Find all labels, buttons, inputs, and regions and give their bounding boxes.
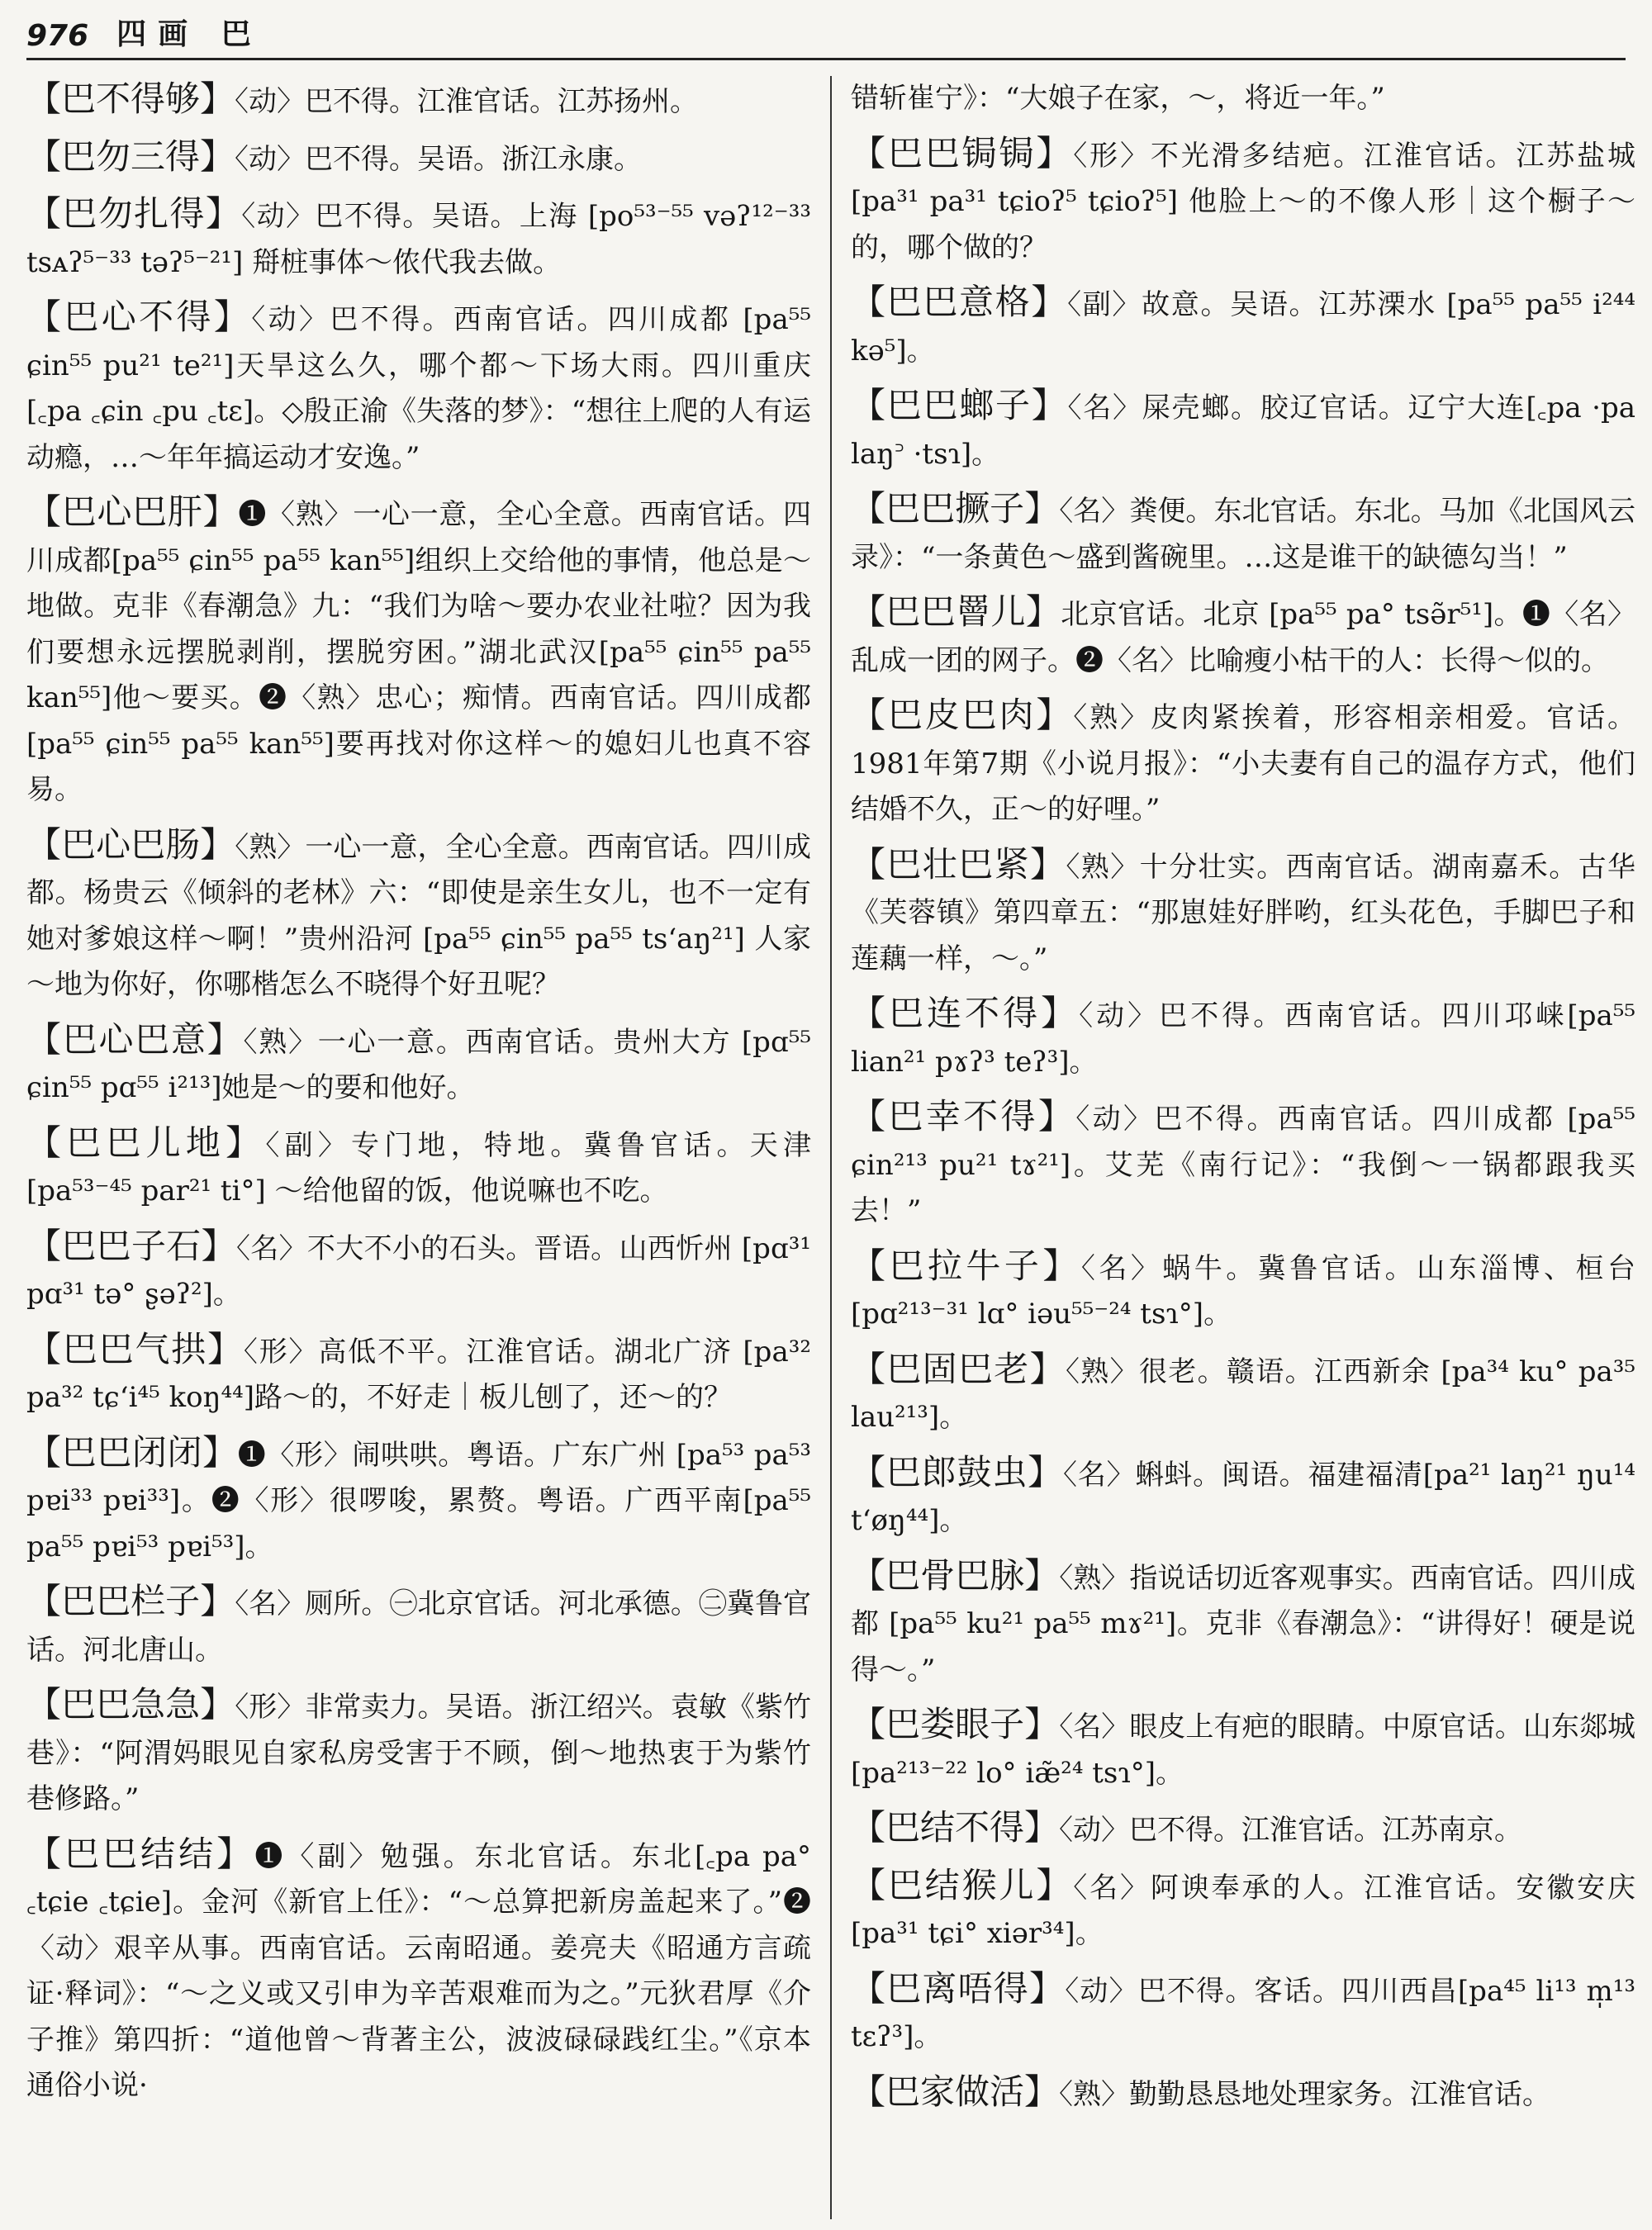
dictionary-entry bbox=[26, 822, 811, 1008]
definition: 〈形〉不光滑多结疤。江淮官话。江苏盐城[pa³¹ pa³¹ tɕioʔ⁵ tɕioʔ⁵] 他脸上～的不像人形｜这个橱子～的，哪个做的？ bbox=[851, 139, 1635, 264]
headword: 【巴巴罾儿】 bbox=[851, 591, 1061, 632]
definition: 〈形〉高低不平。江淮官话。湖北广济 [pa³² pa³² tɕʻi⁴⁵ koŋ⁴⁴]路～的，不好走｜板儿刨了，还～的？ bbox=[26, 1335, 811, 1414]
dictionary-entry bbox=[26, 1682, 811, 1823]
definition: 〈动〉巴不得。吴语。上海 [po⁵³⁻⁵⁵ vəʔ¹²⁻³³ tsᴀʔ⁵⁻³³ təʔ⁵⁻²¹] 搿桩事体～侬代我去做。 bbox=[26, 200, 811, 279]
definition: 〈熟〉一心一意。西南官话。贵州大方 [pɑ⁵⁵ ɕin⁵⁵ pɑ⁵⁵ i²¹³]她是～的要和他好。 bbox=[26, 1025, 811, 1104]
dictionary-entry bbox=[851, 1243, 1635, 1338]
definition: 〈名〉蜗牛。冀鲁官话。山东淄博、桓台 [pɑ²¹³⁻³¹ lɑ° iəu⁵⁵⁻²⁴ tsɿ°]。 bbox=[851, 1251, 1635, 1331]
dictionary-entry bbox=[26, 1223, 811, 1318]
headword: 【巴巴气拱】 bbox=[26, 1328, 244, 1369]
headword: 【巴郎鼓虫】 bbox=[851, 1451, 1063, 1492]
definition: 〈动〉巴不得。江淮官话。江苏扬州。 bbox=[235, 85, 699, 118]
headword: 【巴巴结结】 bbox=[26, 1833, 255, 1874]
headword: 【巴巴栏子】 bbox=[26, 1581, 235, 1621]
dictionary-entry bbox=[851, 1966, 1635, 2061]
headword: 【巴娄眼子】 bbox=[851, 1704, 1060, 1744]
headword: 【巴心巴肝】 bbox=[26, 491, 239, 532]
definition: 北京官话。北京 [pa⁵⁵ pa° tsə̃r⁵¹]。❶〈名〉乱成一团的网子。❷〈名〉比喻瘦小枯干的人：长得～似的。 bbox=[851, 598, 1635, 677]
definition: 〈动〉巴不得。江淮官话。江苏南京。 bbox=[1059, 1814, 1523, 1847]
definition: 〈名〉阿谀奉承的人。江淮官话。安徽安庆[pa³¹ tɕi° xiər³⁴]。 bbox=[851, 1871, 1635, 1950]
dictionary-entry bbox=[851, 589, 1635, 684]
dictionary-entry bbox=[26, 1831, 811, 2109]
dictionary-entry bbox=[851, 1553, 1635, 1694]
dictionary-entry bbox=[851, 486, 1635, 581]
dictionary-entry bbox=[851, 1805, 1635, 1854]
headword: 【巴巴撅子】 bbox=[851, 488, 1060, 529]
definition: 〈动〉巴不得。客话。四川西昌[pa⁴⁵ li¹³ m̩¹³ tɛʔ³]。 bbox=[851, 1974, 1635, 2053]
definition: 〈熟〉很老。赣语。江西新余 [pa³⁴ ku° pa³⁵ lau²¹³]。 bbox=[851, 1355, 1635, 1434]
headword: 【巴心不得】 bbox=[26, 297, 252, 337]
dictionary-entry bbox=[26, 1017, 811, 1112]
definition: ❶〈形〉闹哄哄。粤语。广东广州 [pa⁵³ pa⁵³ pɐi³³ pɐi³³]。❷〈形〉很啰唆，累赘。粤语。广西平南[pa⁵⁵ pa⁵⁵ pɐi⁵³ pɐi⁵³]。 bbox=[26, 1438, 811, 1563]
headword: 【巴不得够】 bbox=[26, 78, 235, 119]
dictionary-entry bbox=[26, 489, 811, 814]
dictionary-entry bbox=[26, 76, 811, 126]
headword: 【巴骨巴脉】 bbox=[851, 1554, 1060, 1596]
dictionary-entry bbox=[851, 382, 1635, 477]
definition: 〈形〉非常卖力。吴语。浙江绍兴。袁敏《紫竹巷》：“阿渭妈眼见自家私房受害于不顾，倒～地热衷于为紫竹巷修路。” bbox=[26, 1691, 811, 1815]
definition: 〈熟〉十分壮实。西南官话。湖南嘉禾。古华《芙蓉镇》第四章五：“那崽娃好胖哟，红头花色，手脚巴子和莲藕一样，～。” bbox=[851, 850, 1635, 975]
dictionary-entry bbox=[26, 1578, 811, 1673]
headword: 【巴拉牛子】 bbox=[851, 1245, 1081, 1286]
dictionary-entry bbox=[26, 134, 811, 183]
definition: ❶〈熟〉一心一意，全心全意。西南官话。四川成都[pa⁵⁵ ɕin⁵⁵ pa⁵⁵ kan⁵⁵]组织上交给他的事情，他总是～地做。克非《春潮急》九：“我们为啥～要办农业社啦？因为我们要想永远摆脱剥削，摆脱穷困。”湖北武汉[pa⁵⁵ ɕin⁵⁵ pa⁵⁵ kan⁵⁵]他～要买。❷〈熟〉忠心；痴情。西南官话。四川成都 [pa⁵⁵ ɕin⁵⁵ pa⁵⁵ kan⁵⁵]要再找对你这样～的媳妇儿也真不容易。 bbox=[26, 498, 811, 806]
headword: 【巴心巴意】 bbox=[26, 1018, 244, 1060]
headword: 【巴巴闭闭】 bbox=[26, 1431, 238, 1473]
definition: 〈名〉不大不小的石头。晋语。山西忻州 [pɑ³¹ pɑ³¹ tə° ʂəʔ²]。 bbox=[26, 1231, 811, 1311]
dictionary-entry bbox=[851, 842, 1635, 983]
page-number: 976 bbox=[26, 19, 89, 53]
dictionary-entry bbox=[851, 1701, 1635, 1796]
headword: 【巴结不得】 bbox=[851, 1807, 1060, 1848]
dictionary-entry bbox=[851, 1094, 1635, 1235]
headword: 【巴结猴儿】 bbox=[851, 1864, 1074, 1905]
dictionary-entry bbox=[26, 1326, 811, 1421]
dictionary-entry bbox=[26, 1120, 811, 1215]
dictionary-entry bbox=[26, 191, 811, 286]
headword: 【巴巴意格】 bbox=[851, 282, 1068, 322]
definition: 〈名〉屎壳螂。胶辽官话。辽宁大连[꜀pa ·pa laŋ꜄ ·tsɿ]。 bbox=[851, 391, 1635, 471]
headword: 【巴离唔得】 bbox=[851, 1967, 1066, 2009]
definition: 〈动〉巴不得。西南官话。四川成都 [pa⁵⁵ ɕin²¹³ pu²¹ tɤ²¹]。艾芜《南行记》：“我倒～一锅都跟我买去！” bbox=[851, 1103, 1635, 1227]
column-divider bbox=[830, 76, 832, 2219]
headword: 【巴固巴老】 bbox=[851, 1348, 1066, 1389]
headword: 【巴幸不得】 bbox=[851, 1096, 1076, 1136]
dictionary-entry bbox=[851, 1450, 1635, 1544]
right-column bbox=[851, 76, 1635, 2126]
dictionary-entry bbox=[851, 1346, 1635, 1441]
dictionary-entry bbox=[851, 279, 1635, 374]
definition: 〈动〉巴不得。西南官话。四川成都 [pa⁵⁵ ɕin⁵⁵ pu²¹ te²¹]天旱这么久，哪个都～下场大雨。四川重庆 [꜀pa ꜀ɕin ꜀pu ꜀tɛ]。◇殷正渝《失落的梦》：“想往上爬的人有运动瘾，…～年年搞运动才安逸。” bbox=[26, 303, 811, 474]
definition: 〈名〉眼皮上有疤的眼睛。中原官话。山东郯城 [pa²¹³⁻²² lo° iæ̃²⁴ tsɿ°]。 bbox=[851, 1710, 1635, 1790]
headword: 【巴巴锔锔】 bbox=[851, 132, 1074, 173]
headword: 【巴皮巴肉】 bbox=[851, 695, 1074, 735]
left-column bbox=[26, 76, 811, 2118]
continued-text: 错斩崔宁》：“大娘子在家，～，将近一年。” bbox=[851, 82, 1385, 115]
definition: 〈名〉蝌蚪。闽语。福建福清[pa²¹ laŋ²¹ ŋu¹⁴ tʻøŋ⁴⁴]。 bbox=[851, 1458, 1635, 1537]
dictionary-entry bbox=[26, 294, 811, 481]
section-title: 四画 巴 bbox=[116, 17, 263, 51]
headword: 【巴巴子石】 bbox=[26, 1225, 236, 1266]
dictionary-entry bbox=[851, 130, 1635, 272]
definition: 〈动〉巴不得。吴语。浙江永康。 bbox=[235, 142, 643, 176]
dictionary-entry bbox=[26, 1430, 811, 1571]
page-header bbox=[26, 15, 1626, 60]
dictionary-entry bbox=[851, 1862, 1635, 1957]
headword: 【巴连不得】 bbox=[851, 993, 1080, 1033]
dictionary-entry bbox=[851, 2069, 1635, 2118]
dictionary-entry bbox=[851, 990, 1635, 1085]
definition: 〈副〉专门地，特地。冀鲁官话。天津 [pa⁵³⁻⁴⁵ par²¹ ti°] ～给他留的饭，他说嘛也不吃。 bbox=[26, 1128, 811, 1208]
definition: 〈副〉故意。吴语。江苏溧水 [pa⁵⁵ pa⁵⁵ i²⁴⁴ kə⁵]。 bbox=[851, 288, 1635, 368]
definition: 〈熟〉勤勤恳恳地处理家务。江淮官话。 bbox=[1059, 2077, 1551, 2111]
headword: 【巴巴急急】 bbox=[26, 1684, 235, 1725]
headword: 【巴勿三得】 bbox=[26, 135, 235, 177]
definition: 〈熟〉指说话切近客观事实。西南官话。四川成都 [pa⁵⁵ ku²¹ pa⁵⁵ mɤ²¹]。克非《春潮急》：“讲得好！硬是说得～。” bbox=[851, 1561, 1635, 1687]
headword: 【巴心巴肠】 bbox=[26, 823, 235, 865]
headword: 【巴家做活】 bbox=[851, 2071, 1060, 2112]
headword: 【巴壮巴紧】 bbox=[851, 843, 1066, 885]
dictionary-entry bbox=[851, 692, 1635, 833]
definition: ❶〈副〉勉强。东北官话。东北[꜀pa pa° ꜀tɕie ꜀tɕie]。金河《新官上任》：“～总算把新房盖起来了。”❷〈动〉艰辛从事。西南官话。云南昭通。姜亮夫《昭通方言疏证·释词》：“～之义或又引申为辛苦艰难而为之。”元狄君厚《介子推》第四折：“道他曾～背著主公，波波碌碌践红尘。”《京本通俗小说· bbox=[26, 1839, 811, 2102]
headword: 【巴巴儿地】 bbox=[26, 1122, 266, 1163]
definition: 〈熟〉皮肉紧挨着，形容相亲相爱。官话。1981年第7期《小说月报》：“小夫妻有自己的温存方式，他们结婚不久，正～的好哩。” bbox=[851, 701, 1635, 826]
headword: 【巴勿扎得】 bbox=[26, 193, 242, 234]
definition: 〈名〉粪便。东北官话。东北。马加《北国风云录》：“一条黄色～盛到酱碗里。…这是谁干的缺德勾当！” bbox=[851, 495, 1635, 574]
headword: 【巴巴螂子】 bbox=[851, 385, 1068, 425]
definition: 〈动〉巴不得。西南官话。四川邛崃[pa⁵⁵ lian²¹ pɤʔ³ teʔ³]。 bbox=[851, 999, 1635, 1079]
definition: 〈名〉厕所。㊀北京官话。河北承德。㊁冀鲁官话。河北唐山。 bbox=[26, 1587, 811, 1667]
definition: 〈熟〉一心一意，全心全意。西南官话。四川成都。杨贵云《倾斜的老林》六：“即使是亲生女儿，也不一定有她对爹娘这样～啊！”贵州沿河 [pa⁵⁵ ɕin⁵⁵ pa⁵⁵ tsʻaŋ²¹] 人家～地为你好，你哪楷怎么不晓得个好丑呢？ bbox=[26, 830, 811, 1001]
